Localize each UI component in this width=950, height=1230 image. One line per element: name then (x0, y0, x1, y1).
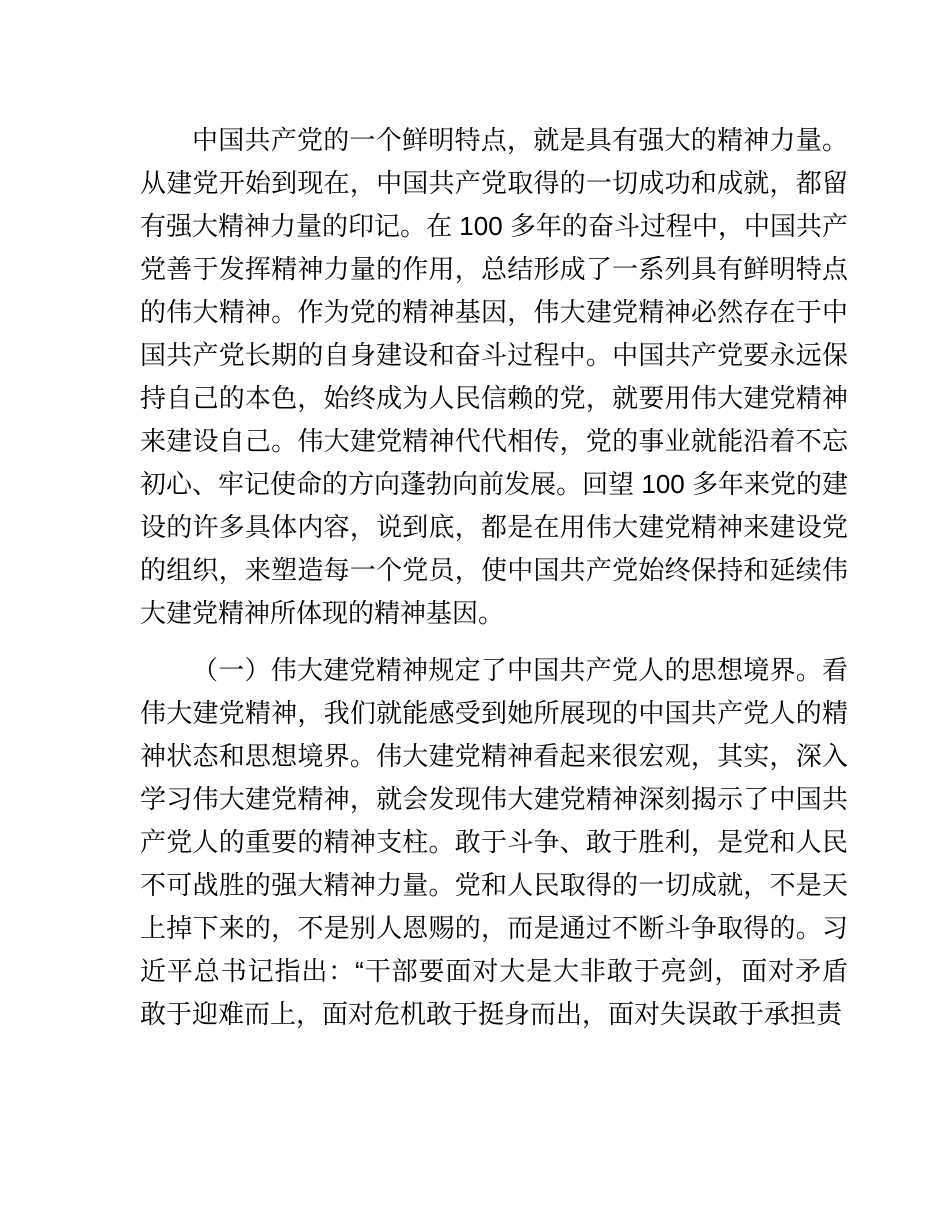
document-body (140, 119, 848, 1050)
paragraph-2: （一）伟大建党精神规定了中国共产党人的思想境界。看伟大建党精神，我们就能感受到她所展现的中国共产党人的精神状态和思想境界。伟大建党精神看起来很宏观，其实，深入学习伟大建党精神，就会发现伟大建党精神深刻揭示了中国共产党人的重要的精神支柱。敢于斗争、敢于胜利，是党和人民不可战胜的强大精神力量。党和人民取得的一切成就，不是天上掉下来的，不是别人恩赐的，而是通过不断斗争取得的。习近平总书记指出：“干部要面对大是大非敢于亮剑，面对矛盾敢于迎难而上，面对危机敢于挺身而出，面对失误敢于承担责 (140, 655, 848, 1029)
paragraph-1: 中国共产党的一个鲜明特点，就是具有强大的精神力量。从建党开始到现在，中国共产党取得的一切成功和成就，都留有强大精神力量的印记。在 100 多年的奋斗过程中，中国共产党善于发挥精神力量的作用，总结形成了一系列具有鲜明特点的伟大精神。作为党的精神基因，伟大建党精神必然存在于中国共产党长期的自身建设和奋斗过程中。中国共产党要永远保持自己的本色，始终成为人民信赖的党，就要用伟大建党精神来建设自己。伟大建党精神代代相传，党的事业就能沿着不忘初心、牢记使命的方向蓬勃向前发展。回望 100 多年来党的建设的许多具体内容，说到底，都是在用伟大建党精神来建设党的组织，来塑造每一个党员，使中国共产党始终保持和延续伟大建党精神所体现的精神基因。 (140, 125, 848, 628)
